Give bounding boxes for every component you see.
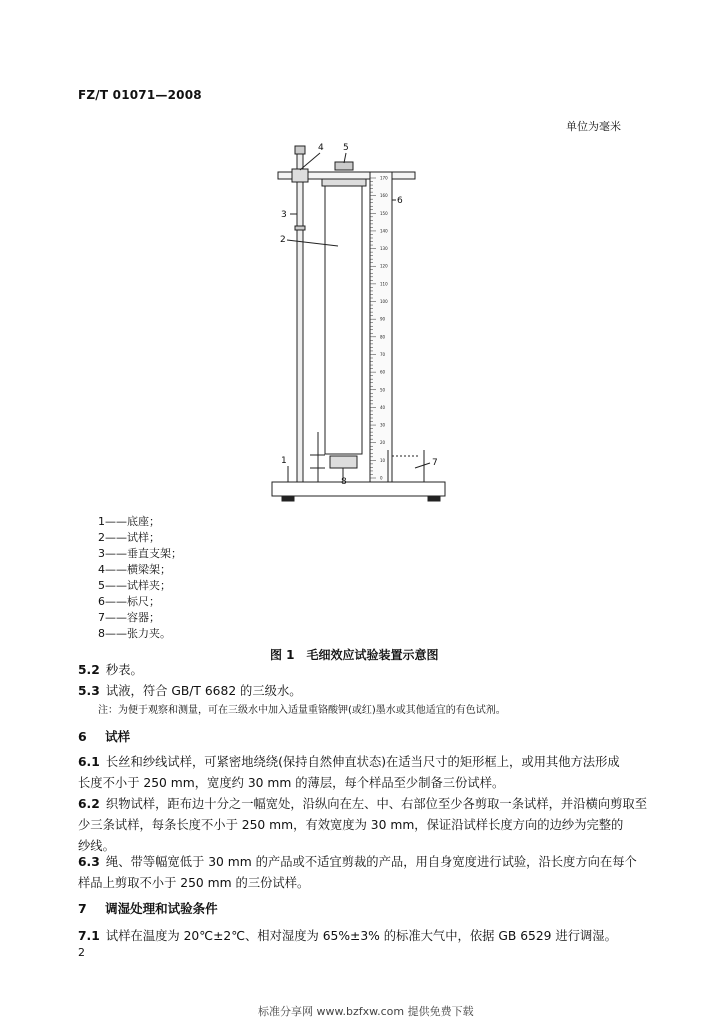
clause-6-3 xyxy=(78,852,637,873)
scale-label: 170 xyxy=(380,175,388,181)
callout-1: 1 xyxy=(281,456,287,466)
clause-text: 试液，符合 GB/T 6682 的三级水。 xyxy=(105,684,302,698)
scale-label: 10 xyxy=(380,457,386,463)
scale-label: 140 xyxy=(380,228,388,234)
scale-label: 70 xyxy=(380,351,386,357)
legend-item-8: 8——张力夹。 xyxy=(98,627,171,640)
scale-label: 0 xyxy=(380,475,383,481)
scale-label: 60 xyxy=(380,369,386,375)
scale-label: 80 xyxy=(380,334,386,340)
callout-2: 2 xyxy=(280,235,286,245)
scale-label: 30 xyxy=(380,422,386,428)
clause-line: 长丝和纱线试样，可紧密地绕绕(保持自然伸直状态)在适当尺寸的矩形框上，或用其他方法形成 xyxy=(105,755,620,769)
clause-number: 5.2 xyxy=(78,663,100,677)
section-title: 调湿处理和试验条件 xyxy=(105,901,218,916)
section-6-heading xyxy=(78,727,130,745)
clause-number: 5.3 xyxy=(78,684,100,698)
clause-7-1 xyxy=(78,926,617,947)
scale-label: 20 xyxy=(380,440,386,446)
legend-item-1: 1——底座； xyxy=(98,515,160,528)
callout-7: 7 xyxy=(432,458,438,468)
clause-number: 6.3 xyxy=(78,855,100,869)
clause-number: 7.1 xyxy=(78,929,100,943)
clause-6-2 xyxy=(78,794,647,815)
scale-label: 100 xyxy=(380,299,388,305)
scale-label: 160 xyxy=(380,193,388,199)
clause-line: 绳、带等幅宽低于 30 mm 的产品或不适宜剪裁的产品，用自身宽度进行试验，沿长度方向在每个 xyxy=(105,855,637,869)
legend-item-4: 4——横梁架； xyxy=(98,563,171,576)
figure-caption: 图 1 毛细效应试验装置示意图 xyxy=(270,648,439,662)
clause-5-2 xyxy=(78,660,143,681)
specimen xyxy=(325,186,362,454)
sample-clamp xyxy=(335,162,353,170)
callout-5: 5 xyxy=(343,143,349,153)
ruler xyxy=(370,172,392,482)
legend-item-7: 7——容器； xyxy=(98,611,160,624)
section-title: 试样 xyxy=(105,729,131,744)
callout-6: 6 xyxy=(397,196,403,206)
legend-item-3: 3——垂直支架； xyxy=(98,547,182,560)
container xyxy=(388,450,424,482)
legend-item-2: 2——试样； xyxy=(98,531,160,544)
clause-6-1 xyxy=(78,752,620,773)
tension-clamp xyxy=(330,456,357,468)
clause-text: 试样在温度为 20℃±2℃、相对湿度为 65%±3% 的标准大气中，依据 GB 6529 进行调湿。 xyxy=(105,929,617,943)
section-number: 7 xyxy=(78,901,87,916)
callout-4: 4 xyxy=(318,143,324,153)
clause-6-2-cont2: 纱线。 xyxy=(78,839,115,853)
callout-8: 8 xyxy=(341,477,347,487)
clause-text: 秒表。 xyxy=(105,663,143,677)
scale-label: 120 xyxy=(380,263,388,269)
section-7-heading xyxy=(78,899,218,917)
page-number: 2 xyxy=(78,946,85,959)
scale-label: 150 xyxy=(380,210,388,216)
scale-label: 90 xyxy=(380,316,386,322)
clause-5-3 xyxy=(78,681,302,702)
legend-item-6: 6——标尺； xyxy=(98,595,160,608)
clause-number: 6.1 xyxy=(78,755,100,769)
scale-label: 130 xyxy=(380,246,388,252)
footer-text: 标准分享网 www.bzfxw.com 提供免费下载 xyxy=(258,1005,474,1018)
standard-number: FZ/T 01071—2008 xyxy=(78,88,202,102)
legend-item-5: 5——试样夹； xyxy=(98,579,171,592)
unit-note: 单位为毫米 xyxy=(566,120,621,133)
clause-6-2-cont: 少三条试样，每条长度不小于 250 mm，有效宽度为 30 mm，保证沿试样长度方向的边纱为完整的 xyxy=(78,818,624,832)
scale-label: 110 xyxy=(380,281,388,287)
base xyxy=(272,482,445,496)
callout-3: 3 xyxy=(281,210,287,220)
vertical-support xyxy=(297,146,303,482)
clause-number: 6.2 xyxy=(78,797,100,811)
clause-6-1-cont: 长度不小于 250 mm，宽度约 30 mm 的薄层，每个样品至少制备三份试样。 xyxy=(78,776,505,790)
scale-label: 40 xyxy=(380,404,386,410)
note: 注：为便于观察和测量，可在三级水中加入适量重铬酸钾(或红)墨水或其他适宜的有色试剂。 xyxy=(98,705,506,716)
scale-label: 50 xyxy=(380,387,386,393)
section-number: 6 xyxy=(78,729,87,744)
clause-6-3-cont: 样品上剪取不小于 250 mm 的三份试样。 xyxy=(78,876,310,890)
clause-line: 织物试样，距布边十分之一幅宽处，沿纵向在左、中、右部位至少各剪取一条试样，并沿横向剪取至 xyxy=(105,797,647,811)
